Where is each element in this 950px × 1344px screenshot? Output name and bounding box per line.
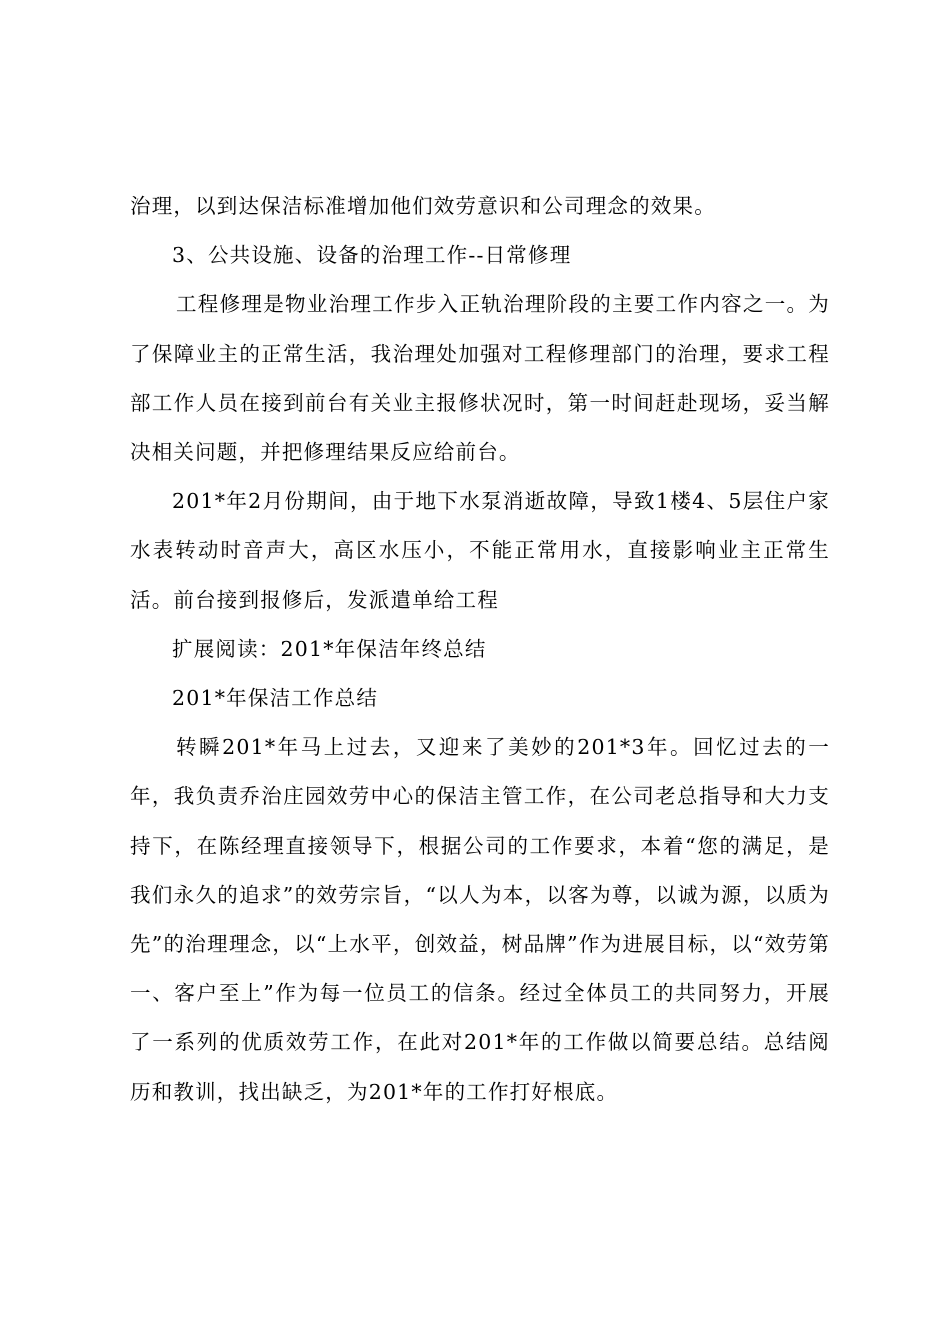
document-body (130, 182, 830, 1117)
paragraph-continuation: 治理，以到达保洁标准增加他们效劳意识和公司理念的效果。 (130, 194, 716, 218)
section-heading-facilities: 3、公共设施、设备的治理工作--日常修理 (172, 243, 572, 268)
extended-reading-heading: 扩展阅读：201*年保洁年终总结 (172, 636, 487, 661)
paragraph-year-review: 转瞬201*年马上过去，又迎来了美妙的201*3年。回忆过去的一年，我负责乔治庄园效劳中心的保洁主管工作，在公司老总指导和大力支持下，在陈经理直接领导下，根据公司的工作要求，本着“您的满足，是我们永久的追求”的效劳宗旨，“以人为本，以客为尊，以诚为源，以质为先”的治理理念，以“上水平，创效益，树品牌”作为进展目标，以“效劳第一、客户至上”作为每一位员工的信条。经过全体员工的共同努力，开展了一系列的优质效劳工作，在此对201*年的工作做以简要总结。总结阅历和教训，找出缺乏，为201*年的工作打好根底。 (130, 735, 830, 1104)
paragraph-water-pump-incident: 201*年2月份期间，由于地下水泵消逝故障，导致1楼4、5层住户家水表转动时音声大，高区水压小，不能正常用水，直接影响业主正常生活。前台接到报修后，发派遣单给工程 (130, 489, 830, 612)
cleaning-summary-title: 201*年保洁工作总结 (172, 686, 379, 711)
paragraph-engineering-repair: 工程修理是物业治理工作步入正轨治理阶段的主要工作内容之一。为了保障业主的正常生活，我治理处加强对工程修理部门的治理，要求工程部工作人员在接到前台有关业主报修状况时，第一时间赶赴现场，妥当解决相关问题，并把修理结果反应给前台。 (130, 292, 830, 465)
